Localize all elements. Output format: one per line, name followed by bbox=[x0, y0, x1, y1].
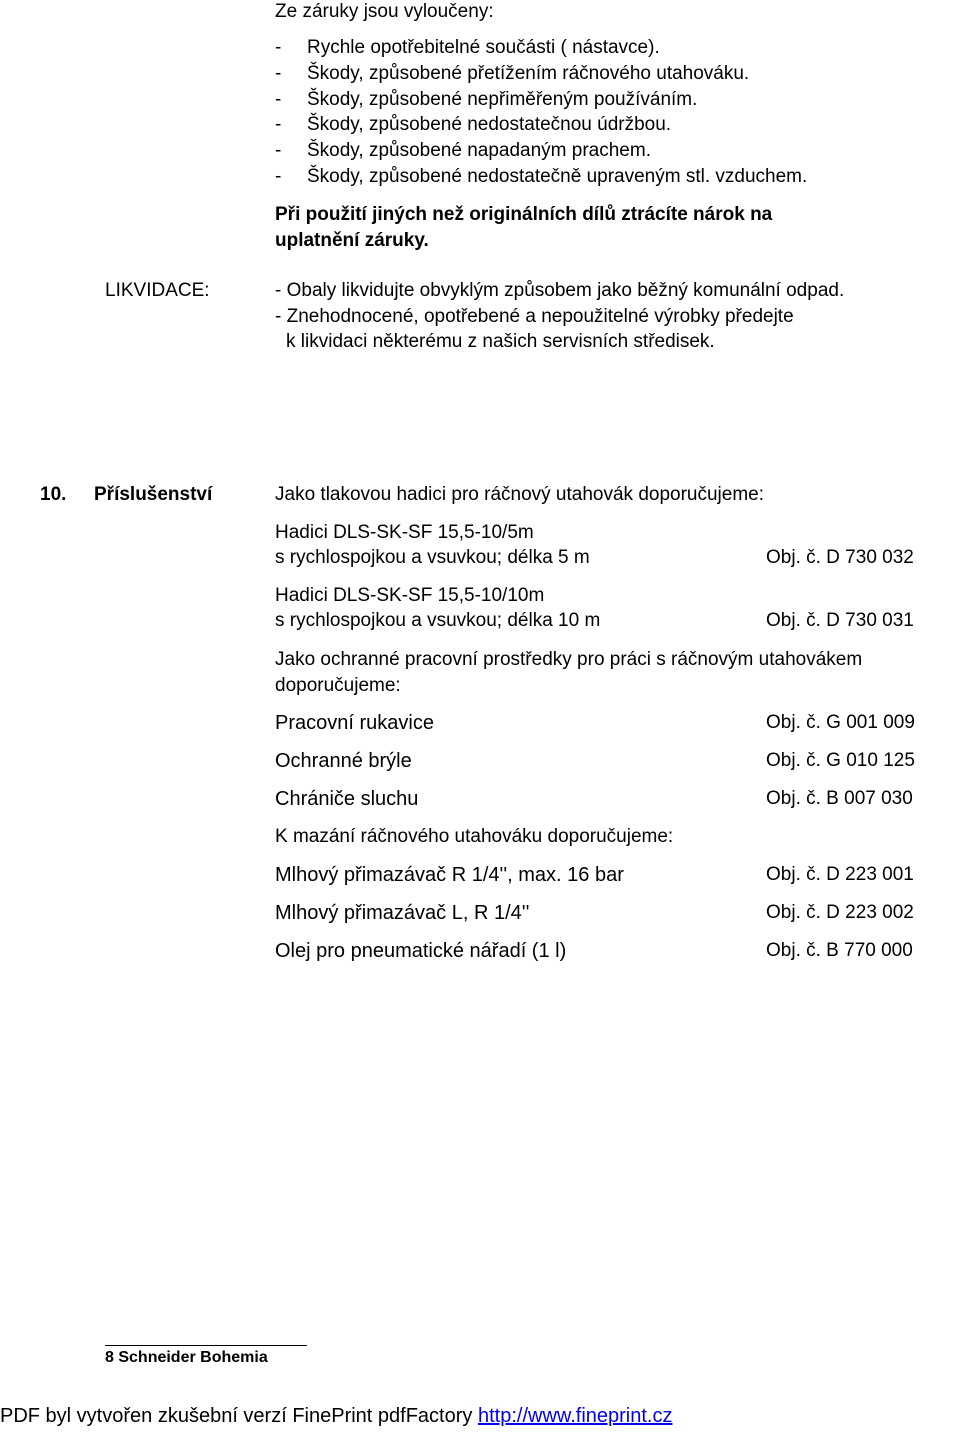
item-name: Olej pro pneumatické nářadí (1 l) bbox=[275, 940, 567, 962]
order-number: Obj. č. B 770 000 bbox=[766, 940, 913, 961]
warranty-bold-note: Při použití jiných než originálních dílů ztrácíte nárok na bbox=[275, 204, 773, 225]
order-number: Obj. č. D 223 001 bbox=[766, 864, 914, 885]
warranty-bold-note-cont: uplatnění záruky. bbox=[275, 230, 429, 251]
order-number: Obj. č. B 007 030 bbox=[766, 788, 913, 809]
order-number: Obj. č. G 010 125 bbox=[766, 750, 915, 771]
list-item: Škody, způsobené nepřiměřeným používáním. bbox=[307, 89, 698, 110]
disposal-line: - Znehodnocené, opotřebené a nepoužitelné výrobky předejte bbox=[275, 306, 794, 327]
list-dash: - bbox=[275, 89, 282, 110]
item-name: Mlhový přimazávač L, R 1/4'' bbox=[275, 902, 530, 924]
warranty-intro: Ze záruky jsou vyloučeny: bbox=[275, 1, 494, 22]
list-dash: - bbox=[275, 63, 282, 84]
list-item: Škody, způsobené nedostatečně upraveným stl. vzduchem. bbox=[307, 166, 808, 187]
disposal-line: k likvidaci některému z našich servisních středisek. bbox=[286, 331, 715, 352]
item-name: Ochranné brýle bbox=[275, 750, 412, 772]
hose-desc: s rychlospojkou a vsuvkou; délka 10 m bbox=[275, 610, 601, 631]
lubrication-intro: K mazání ráčnového utahováku doporučujeme: bbox=[275, 826, 674, 847]
hose-desc: s rychlospojkou a vsuvkou; délka 5 m bbox=[275, 547, 590, 568]
list-dash: - bbox=[275, 166, 282, 187]
accessories-intro: Jako tlakovou hadici pro ráčnový utahovák doporučujeme: bbox=[275, 484, 765, 505]
pdf-link[interactable]: http://www.fineprint.cz bbox=[477, 1405, 673, 1427]
list-dash: - bbox=[275, 140, 282, 161]
order-number: Obj. č. D 730 032 bbox=[766, 547, 914, 568]
pdf-watermark bbox=[0, 1406, 673, 1426]
hose-name: Hadici DLS-SK-SF 15,5-10/10m bbox=[275, 585, 545, 606]
list-item: Škody, způsobené napadaným prachem. bbox=[307, 140, 651, 161]
disposal-line: - Obaly likvidujte obvyklým způsobem jako běžný komunální odpad. bbox=[275, 280, 845, 301]
protective-intro-cont: doporučujeme: bbox=[275, 675, 401, 696]
list-dash: - bbox=[275, 114, 282, 135]
list-dash: - bbox=[275, 37, 282, 58]
page-footer: 8 Schneider Bohemia bbox=[105, 1349, 268, 1366]
order-number: Obj. č. D 730 031 bbox=[766, 610, 914, 631]
footer-rule bbox=[105, 1345, 307, 1346]
list-item: Škody, způsobené přetížením ráčnového utahováku. bbox=[307, 63, 750, 84]
section-title: Příslušenství bbox=[94, 484, 213, 505]
section-number: 10. bbox=[40, 484, 67, 505]
pdf-note: PDF byl vytvořen zkušební verzí FinePrint pdfFactory bbox=[0, 1405, 473, 1427]
item-name: Mlhový přimazávač R 1/4'', max. 16 bar bbox=[275, 864, 624, 886]
hose-name: Hadici DLS-SK-SF 15,5-10/5m bbox=[275, 522, 534, 543]
protective-intro: Jako ochranné pracovní prostředky pro práci s ráčnovým utahovákem bbox=[275, 649, 863, 670]
list-item: Rychle opotřebitelné součásti ( nástavce). bbox=[307, 37, 660, 58]
disposal-label: LIKVIDACE: bbox=[105, 280, 210, 301]
item-name: Pracovní rukavice bbox=[275, 712, 434, 734]
list-item: Škody, způsobené nedostatečnou údržbou. bbox=[307, 114, 672, 135]
item-name: Chrániče sluchu bbox=[275, 788, 419, 810]
order-number: Obj. č. D 223 002 bbox=[766, 902, 914, 923]
order-number: Obj. č. G 001 009 bbox=[766, 712, 915, 733]
